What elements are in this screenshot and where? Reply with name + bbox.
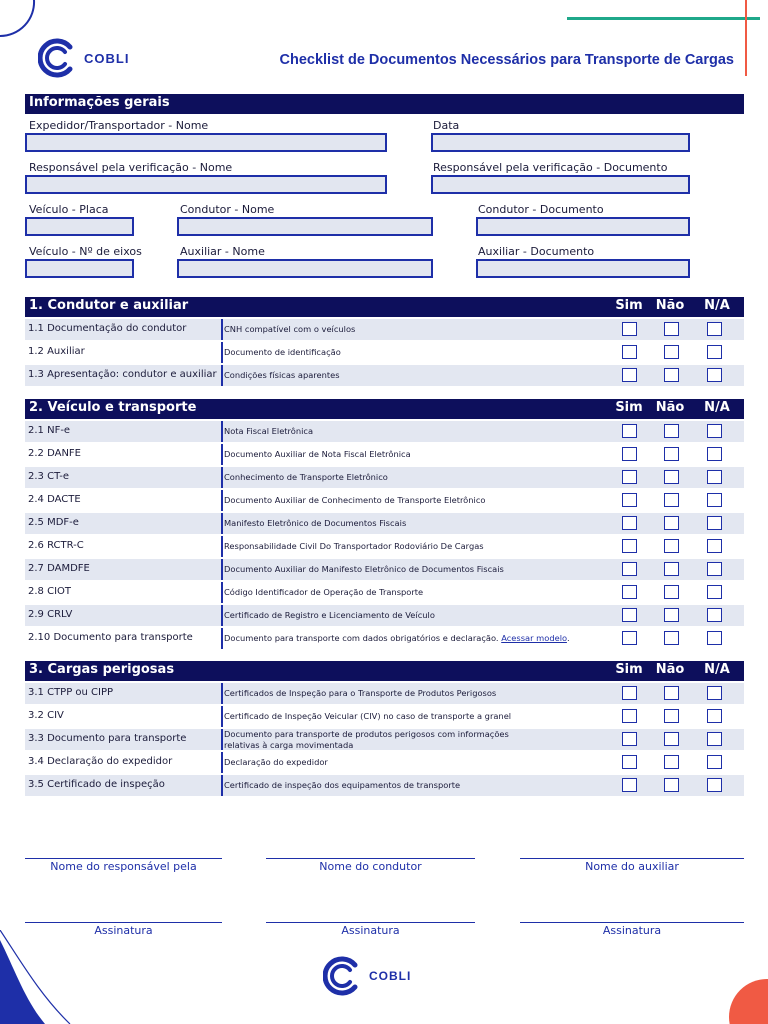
item-code: 3.4 Declaração do expedidor [28, 756, 173, 767]
item-code: 2.1 NF-e [28, 425, 71, 436]
checkbox-sim[interactable] [622, 447, 637, 461]
item-code: 1.1 Documentação do condutor [28, 323, 187, 334]
helper-signature-line [520, 922, 744, 923]
checkbox-na[interactable] [707, 493, 722, 507]
col-nao: Não [655, 298, 685, 313]
checkbox-nao[interactable] [664, 447, 679, 461]
section-title: 2. Veículo e transporte [29, 400, 197, 415]
item-description: Declaração do expedidor [224, 757, 328, 767]
section-3-header [25, 661, 744, 681]
checkbox-nao[interactable] [664, 608, 679, 622]
responsible-signature-line [25, 922, 222, 923]
item-description: CNH compatível com o veículos [224, 324, 356, 334]
item-code: 2.2 DANFE [28, 448, 81, 459]
table-row [25, 490, 744, 511]
checkbox-na[interactable] [707, 608, 722, 622]
col-nao: Não [655, 400, 685, 415]
item-description: Código Identificador de Operação de Transporte [224, 587, 424, 597]
checkbox-na[interactable] [707, 585, 722, 599]
responsible-name-label: Nome do responsável pela [50, 860, 197, 873]
driver-name-line [266, 858, 475, 859]
checkbox-na[interactable] [707, 755, 722, 769]
row-divider [221, 706, 223, 727]
table-row [25, 421, 744, 442]
checkbox-sim[interactable] [622, 424, 637, 438]
checkbox-nao[interactable] [664, 585, 679, 599]
date-field[interactable] [431, 133, 690, 152]
verifier-name-field[interactable] [25, 175, 387, 194]
table-row [25, 513, 744, 534]
checkbox-nao[interactable] [664, 562, 679, 576]
checkbox-nao[interactable] [664, 755, 679, 769]
driver-name-label: Condutor - Nome [180, 203, 275, 216]
item-description: Documento de identificação [224, 347, 341, 357]
axles-label: Veículo - Nº de eixos [29, 245, 142, 258]
checkbox-na[interactable] [707, 686, 722, 700]
checkbox-nao[interactable] [664, 631, 679, 645]
responsible-name-line [25, 858, 222, 859]
section-1-header [25, 297, 744, 317]
item-description: Documento Auxiliar de Conhecimento de Transporte Eletrônico [224, 495, 486, 505]
helper-name-label: Nome do auxiliar [585, 860, 679, 873]
item-code: 1.2 Auxiliar [28, 346, 85, 357]
item-code: 1.3 Apresentação: condutor e auxiliar [28, 369, 217, 380]
checkbox-nao[interactable] [664, 368, 679, 382]
checkbox-sim[interactable] [622, 562, 637, 576]
item-code: 3.5 Certificado de inspeção [28, 779, 165, 790]
checkbox-sim[interactable] [622, 631, 637, 645]
checkbox-nao[interactable] [664, 470, 679, 484]
checkbox-na[interactable] [707, 424, 722, 438]
helper-name-line [520, 858, 744, 859]
row-divider [221, 729, 223, 750]
driver-signature-label: Assinatura [341, 924, 400, 937]
item-code: 2.7 DAMDFE [28, 563, 90, 574]
table-row [25, 706, 744, 727]
table-row [25, 319, 744, 340]
item-code: 3.2 CIV [28, 710, 64, 721]
checkbox-na[interactable] [707, 732, 722, 746]
col-na: N/A [704, 298, 730, 313]
helper-doc-field[interactable] [476, 259, 690, 278]
checkbox-sim[interactable] [622, 778, 637, 792]
checkbox-sim[interactable] [622, 345, 637, 359]
plate-field[interactable] [25, 217, 134, 236]
helper-doc-label: Auxiliar - Documento [478, 245, 595, 258]
item-description: Certificado de inspeção dos equipamentos de transporte [224, 780, 461, 790]
checkbox-na[interactable] [707, 470, 722, 484]
table-row [25, 444, 744, 465]
cobli-logo-icon [38, 38, 78, 78]
checkbox-nao[interactable] [664, 539, 679, 553]
item-description: Condições físicas aparentes [224, 370, 340, 380]
item-description: Documento para transporte com dados obrigatórios e declaração. Acessar modelo. [224, 633, 570, 643]
row-divider [221, 342, 223, 363]
table-row [25, 683, 744, 704]
general-info-header [25, 94, 744, 114]
general-info-title: Informações gerais [29, 95, 170, 110]
item-code: 2.6 RCTR-C [28, 540, 84, 551]
footer-brand-logo [323, 956, 411, 996]
checkbox-nao[interactable] [664, 686, 679, 700]
verifier-doc-label: Responsável pela verificação - Documento [433, 161, 668, 174]
driver-doc-label: Condutor - Documento [478, 203, 604, 216]
item-description: Documento Auxiliar do Manifesto Eletrônico de Documentos Fiscais [224, 564, 504, 574]
checkbox-sim[interactable] [622, 493, 637, 507]
item-code: 3.1 CTPP ou CIPP [28, 687, 114, 698]
row-divider [221, 775, 223, 796]
item-description-text: Documento para transporte com dados obrigatórios e declaração. [224, 633, 499, 643]
table-row [25, 729, 744, 750]
driver-name-label: Nome do condutor [319, 860, 422, 873]
checkbox-na[interactable] [707, 539, 722, 553]
row-divider [221, 582, 223, 603]
checkbox-na[interactable] [707, 345, 722, 359]
date-label: Data [433, 119, 460, 132]
top-left-arc-decoration [0, 0, 40, 40]
row-divider [221, 444, 223, 465]
item-description: Documento Auxiliar de Nota Fiscal Eletrônica [224, 449, 411, 459]
item-description: Documento para transporte de produtos perigosos com informações relativas à carga movimentada [224, 729, 509, 750]
helper-name-field[interactable] [177, 259, 433, 278]
col-sim: Sim [615, 298, 643, 313]
item-code: 3.3 Documento para transporte [28, 733, 187, 744]
row-divider [221, 319, 223, 340]
row-divider [221, 536, 223, 557]
checkbox-nao[interactable] [664, 322, 679, 336]
responsible-signature-label: Assinatura [94, 924, 153, 937]
checkbox-sim[interactable] [622, 732, 637, 746]
checkbox-na[interactable] [707, 516, 722, 530]
table-row [25, 559, 744, 580]
verifier-doc-field[interactable] [431, 175, 690, 194]
table-row [25, 365, 744, 386]
table-row [25, 752, 744, 773]
shipper-name-field[interactable] [25, 133, 387, 152]
col-na: N/A [704, 400, 730, 415]
bottom-left-wave-decoration [0, 930, 80, 1024]
checkbox-na[interactable] [707, 322, 722, 336]
table-row [25, 775, 744, 796]
item-code: 2.3 CT-e [28, 471, 70, 482]
helper-name-label: Auxiliar - Nome [180, 245, 265, 258]
row-divider [221, 467, 223, 488]
checkbox-na[interactable] [707, 709, 722, 723]
col-na: N/A [704, 662, 730, 677]
bottom-right-coral-circle [725, 975, 768, 1024]
brand-name: COBLI [84, 50, 130, 66]
table-row [25, 605, 744, 626]
driver-signature-line [266, 922, 475, 923]
checkbox-sim[interactable] [622, 686, 637, 700]
checkbox-sim[interactable] [622, 608, 637, 622]
checkbox-sim[interactable] [622, 539, 637, 553]
table-row [25, 536, 744, 557]
checkbox-nao[interactable] [664, 345, 679, 359]
checkbox-sim[interactable] [622, 585, 637, 599]
checkbox-sim[interactable] [622, 322, 637, 336]
item-code: 2.5 MDF-e [28, 517, 79, 528]
coral-accent-line [745, 0, 747, 76]
item-description: Certificado de Registro e Licenciamento de Veículo [224, 610, 435, 620]
axles-field[interactable] [25, 259, 134, 278]
row-divider [221, 605, 223, 626]
checkbox-na[interactable] [707, 368, 722, 382]
checkbox-sim[interactable] [622, 709, 637, 723]
row-divider [221, 365, 223, 386]
checkbox-nao[interactable] [664, 493, 679, 507]
checkbox-na[interactable] [707, 778, 722, 792]
item-description: Certificado de Inspeção Veicular (CIV) no caso de transporte a granel [224, 711, 512, 721]
cobli-logo-icon [323, 956, 363, 996]
plate-label: Veículo - Placa [29, 203, 109, 216]
table-row [25, 342, 744, 363]
row-divider [221, 752, 223, 773]
checkbox-na[interactable] [707, 631, 722, 645]
row-divider [221, 559, 223, 580]
col-nao: Não [655, 662, 685, 677]
checkbox-nao[interactable] [664, 516, 679, 530]
item-description: Responsabilidade Civil Do Transportador Rodoviário De Cargas [224, 541, 484, 551]
table-row [25, 467, 744, 488]
section-2-header [25, 399, 744, 419]
document-title: Checklist de Documentos Necessários para Transporte de Cargas [279, 52, 734, 68]
teal-accent-line [567, 17, 760, 20]
row-divider [221, 513, 223, 534]
item-code: 2.9 CRLV [28, 609, 73, 620]
checkbox-na[interactable] [707, 447, 722, 461]
row-divider [221, 628, 223, 649]
item-code: 2.8 CIOT [28, 586, 71, 597]
item-code: 2.10 Documento para transporte [28, 632, 193, 643]
item-description: Manifesto Eletrônico de Documentos Fiscais [224, 518, 407, 528]
checkbox-nao[interactable] [664, 778, 679, 792]
shipper-label: Expedidor/Transportador - Nome [29, 119, 209, 132]
col-sim: Sim [615, 400, 643, 415]
checkbox-nao[interactable] [664, 732, 679, 746]
row-divider [221, 490, 223, 511]
section-title: 3. Cargas perigosas [29, 662, 175, 677]
checkbox-sim[interactable] [622, 368, 637, 382]
section-title: 1. Condutor e auxiliar [29, 298, 189, 313]
item-code: 2.4 DACTE [28, 494, 81, 505]
helper-signature-label: Assinatura [602, 924, 662, 937]
checkbox-nao[interactable] [664, 709, 679, 723]
item-description: Conhecimento de Transporte Eletrônico [224, 472, 388, 482]
checkbox-na[interactable] [707, 562, 722, 576]
checkbox-sim[interactable] [622, 516, 637, 530]
driver-doc-field[interactable] [476, 217, 690, 236]
item-description: Nota Fiscal Eletrônica [224, 426, 314, 436]
model-link[interactable]: Acessar modelo [501, 633, 567, 643]
driver-name-field[interactable] [177, 217, 433, 236]
row-divider [221, 421, 223, 442]
checkbox-nao[interactable] [664, 424, 679, 438]
checkbox-sim[interactable] [622, 755, 637, 769]
brand-logo [38, 38, 129, 78]
col-sim: Sim [615, 662, 643, 677]
item-description: Certificados de Inspeção para o Transporte de Produtos Perigosos [224, 688, 497, 698]
table-row [25, 628, 744, 649]
checkbox-sim[interactable] [622, 470, 637, 484]
row-divider [221, 683, 223, 704]
verifier-name-label: Responsável pela verificação - Nome [29, 161, 233, 174]
footer-brand-name: COBLI [369, 969, 412, 983]
table-row [25, 582, 744, 603]
